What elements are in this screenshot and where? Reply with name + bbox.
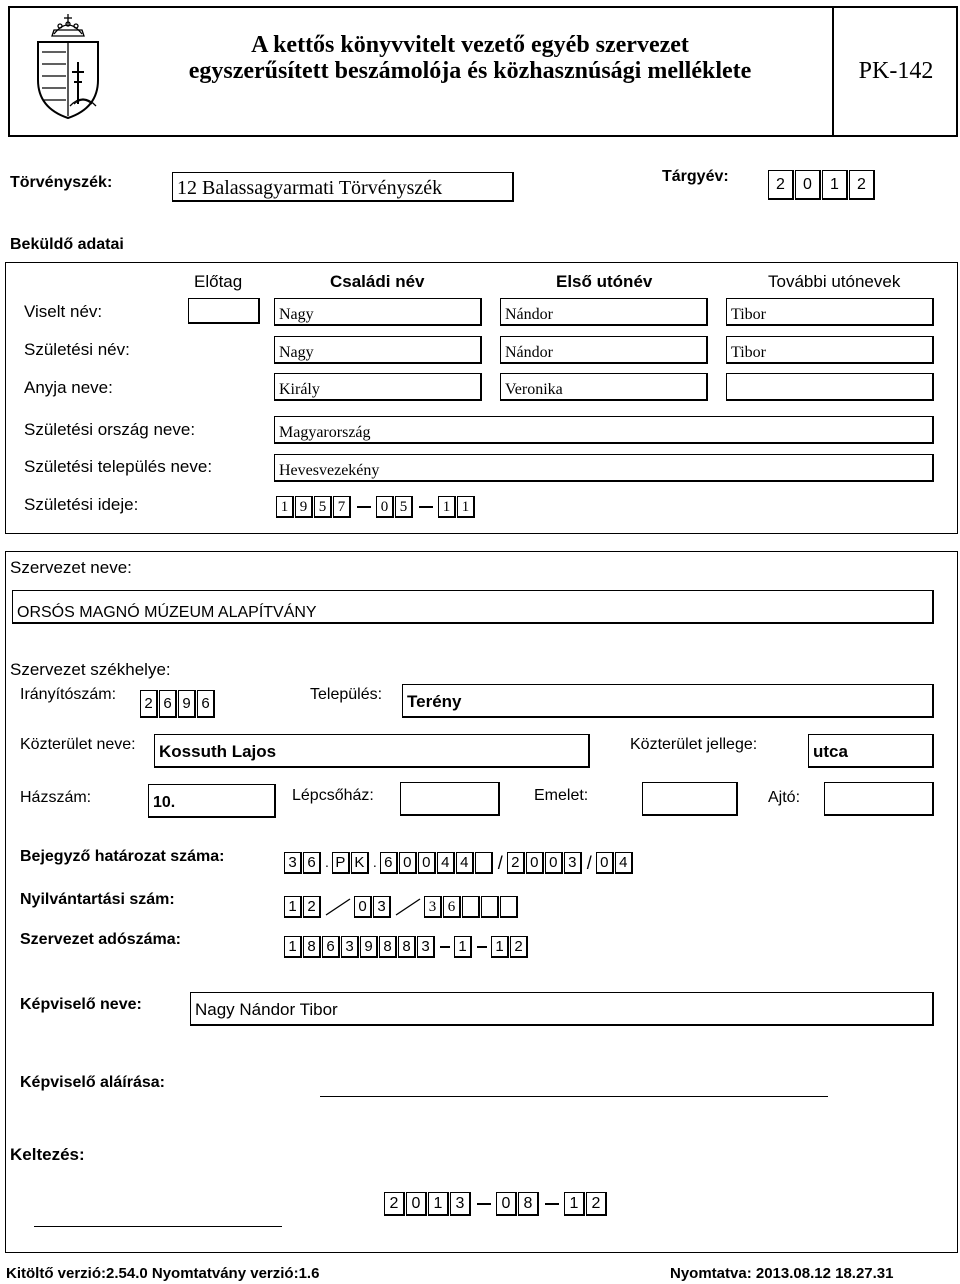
house-number-field[interactable]: 10. bbox=[148, 784, 276, 818]
representative-name-label: Képviselő neve: bbox=[20, 996, 142, 1013]
form-title-line2: egyszerűsített beszámolója és közhasznúsági melléklete bbox=[188, 58, 752, 84]
used-name-prefix-field[interactable] bbox=[188, 298, 260, 324]
tax-cell[interactable]: 9 bbox=[360, 936, 378, 958]
decision-cell[interactable]: 4 bbox=[437, 852, 455, 874]
crest-icon bbox=[30, 12, 106, 122]
dot-separator: . bbox=[372, 854, 377, 870]
decision-cell[interactable]: 3 bbox=[564, 852, 582, 874]
dating-month-cell[interactable]: 0 bbox=[496, 1192, 517, 1216]
registry-cell[interactable]: 2 bbox=[303, 896, 321, 918]
decision-cell[interactable]: 0 bbox=[526, 852, 544, 874]
tax-cell[interactable]: 8 bbox=[398, 936, 416, 958]
registry-cell[interactable] bbox=[462, 896, 480, 918]
tax-cell[interactable]: 3 bbox=[417, 936, 435, 958]
decision-cell[interactable]: 2 bbox=[507, 852, 525, 874]
signature-label: Képviselő aláírása: bbox=[20, 1074, 165, 1091]
house-number-label: Házszám: bbox=[20, 789, 92, 806]
tax-number-label: Szervezet adószáma: bbox=[20, 931, 181, 948]
dating-month-cell[interactable]: 8 bbox=[518, 1192, 539, 1216]
footer-versions: Kitöltő verzió:2.54.0 Nyomtatvány verzió:1.6 bbox=[6, 1265, 320, 1282]
decision-cell[interactable]: 6 bbox=[303, 852, 321, 874]
registry-cell[interactable]: 3 bbox=[424, 896, 442, 918]
org-name-label: Szervezet neve: bbox=[10, 558, 132, 577]
form-code: PK-142 bbox=[858, 58, 934, 84]
col-first-header: Első utónév bbox=[556, 272, 653, 291]
registry-cell[interactable]: 3 bbox=[373, 896, 391, 918]
registry-cell[interactable]: 0 bbox=[354, 896, 372, 918]
footer-printed: Nyomtatva: 2013.08.12 18.27.31 bbox=[670, 1265, 894, 1282]
birth-day-cell[interactable]: 1 bbox=[457, 496, 475, 518]
decision-cell[interactable]: 0 bbox=[418, 852, 436, 874]
court-label: Törvényszék: bbox=[10, 174, 113, 191]
street-type-label: Közterület jellege: bbox=[630, 736, 758, 753]
decision-cell[interactable]: 4 bbox=[456, 852, 474, 874]
city-field[interactable]: Terény bbox=[402, 684, 934, 718]
birth-country-label: Születési ország neve: bbox=[24, 420, 196, 439]
slash-separator: / bbox=[586, 852, 592, 873]
dating-day-cell[interactable]: 1 bbox=[564, 1192, 585, 1216]
org-name-field[interactable]: ORSÓS MAGNÓ MÚZEUM ALAPÍTVÁNY bbox=[12, 590, 934, 624]
tax-cell[interactable]: 1 bbox=[284, 936, 302, 958]
used-name-other-field[interactable]: Tibor bbox=[726, 298, 934, 326]
representative-name-field[interactable]: Nagy Nándor Tibor bbox=[190, 992, 934, 1026]
floor-label: Emelet: bbox=[534, 787, 589, 804]
registry-cell[interactable]: 6 bbox=[443, 896, 461, 918]
tax-cell[interactable]: 6 bbox=[322, 936, 340, 958]
decision-cell[interactable]: 3 bbox=[284, 852, 302, 874]
zip-digit-cell[interactable]: 2 bbox=[140, 690, 158, 718]
registry-number-label: Nyilvántartási szám: bbox=[20, 891, 175, 908]
decision-cell[interactable]: 0 bbox=[596, 852, 614, 874]
dating-label: Keltezés: bbox=[10, 1145, 85, 1164]
zip-cells bbox=[140, 690, 216, 718]
registry-cell[interactable] bbox=[481, 896, 499, 918]
birth-name-label: Születési név: bbox=[24, 340, 130, 359]
stair-label: Lépcsőház: bbox=[292, 787, 374, 804]
decision-cell[interactable]: 4 bbox=[615, 852, 633, 874]
tax-cell[interactable]: 2 bbox=[510, 936, 528, 958]
birth-name-family-field[interactable]: Nagy bbox=[274, 336, 482, 364]
tax-cell[interactable]: 3 bbox=[341, 936, 359, 958]
diagonal-separator bbox=[325, 898, 351, 916]
dating-year-cell[interactable]: 3 bbox=[450, 1192, 471, 1216]
decision-cell[interactable]: 0 bbox=[545, 852, 563, 874]
used-name-family-field[interactable]: Nagy bbox=[274, 298, 482, 326]
date-separator bbox=[545, 1203, 559, 1205]
tax-separator bbox=[440, 946, 450, 948]
birth-place-label: Születési település neve: bbox=[24, 457, 213, 476]
date-separator bbox=[357, 506, 371, 508]
place-line bbox=[34, 1226, 282, 1227]
col-prefix-header: Előtag bbox=[194, 272, 243, 291]
birth-place-field[interactable]: Hevesvezekény bbox=[274, 454, 934, 482]
date-separator bbox=[419, 506, 433, 508]
zip-digit-cell[interactable]: 9 bbox=[178, 690, 196, 718]
floor-field[interactable] bbox=[642, 782, 738, 816]
birth-country-field[interactable]: Magyarország bbox=[274, 416, 934, 444]
tax-cell[interactable]: 1 bbox=[454, 936, 472, 958]
mother-name-family-field[interactable]: Király bbox=[274, 373, 482, 401]
zip-digit-cell[interactable]: 6 bbox=[159, 690, 177, 718]
subject-year-label: Tárgyév: bbox=[662, 168, 729, 185]
street-type-field[interactable]: utca bbox=[808, 734, 934, 768]
year-digit-cell[interactable]: 2 bbox=[849, 170, 875, 200]
dating-year-cell[interactable]: 2 bbox=[384, 1192, 405, 1216]
used-name-first-field[interactable]: Nándor bbox=[500, 298, 708, 326]
zip-digit-cell[interactable]: 6 bbox=[197, 690, 215, 718]
decision-number-label: Bejegyző határozat száma: bbox=[20, 848, 225, 865]
col-other-header: További utónevek bbox=[768, 272, 901, 291]
registry-cell[interactable] bbox=[500, 896, 518, 918]
registry-number-cells bbox=[284, 896, 519, 918]
birth-year-cell[interactable]: 9 bbox=[295, 496, 313, 518]
dating-year-cell[interactable]: 0 bbox=[406, 1192, 427, 1216]
tax-separator bbox=[477, 946, 487, 948]
date-separator bbox=[477, 1203, 491, 1205]
year-digit-cell[interactable]: 2 bbox=[768, 170, 794, 200]
birth-month-cell[interactable]: 5 bbox=[395, 496, 413, 518]
used-name-label: Viselt név: bbox=[24, 302, 103, 321]
birth-month-cell[interactable]: 0 bbox=[376, 496, 394, 518]
dating-day-cell[interactable]: 2 bbox=[586, 1192, 607, 1216]
birth-year-cell[interactable]: 5 bbox=[314, 496, 332, 518]
decision-cell[interactable]: P bbox=[332, 852, 350, 874]
registry-cell[interactable]: 1 bbox=[284, 896, 302, 918]
mother-name-first-field[interactable]: Veronika bbox=[500, 373, 708, 401]
street-field[interactable]: Kossuth Lajos bbox=[154, 734, 590, 768]
diagonal-separator bbox=[395, 898, 421, 916]
city-label: Település: bbox=[310, 686, 383, 703]
decision-cell[interactable]: K bbox=[351, 852, 369, 874]
signature-line bbox=[320, 1096, 828, 1097]
street-label: Közterület neve: bbox=[20, 736, 136, 753]
stair-field[interactable] bbox=[400, 782, 500, 816]
birth-year-cell[interactable]: 7 bbox=[333, 496, 351, 518]
year-digit-cell[interactable]: 1 bbox=[822, 170, 848, 200]
col-family-header: Családi név bbox=[330, 272, 425, 291]
birth-day-cell[interactable]: 1 bbox=[438, 496, 456, 518]
birth-date-cells bbox=[276, 496, 476, 518]
decision-cell[interactable]: 0 bbox=[399, 852, 417, 874]
dating-cells bbox=[384, 1192, 608, 1216]
court-field[interactable]: 12 Balassagyarmati Törvényszék bbox=[172, 172, 514, 202]
decision-cell[interactable]: 6 bbox=[380, 852, 398, 874]
tax-cell[interactable]: 1 bbox=[491, 936, 509, 958]
birth-name-first-field[interactable]: Nándor bbox=[500, 336, 708, 364]
birth-date-label: Születési ideje: bbox=[24, 495, 139, 514]
mother-name-other-field[interactable] bbox=[726, 373, 934, 401]
sender-section-label: Beküldő adatai bbox=[10, 236, 124, 253]
birth-name-other-field[interactable]: Tibor bbox=[726, 336, 934, 364]
zip-label: Irányítószám: bbox=[20, 686, 117, 703]
dot-separator: . bbox=[325, 854, 329, 870]
tax-number-cells bbox=[284, 936, 529, 958]
dating-year-cell[interactable]: 1 bbox=[428, 1192, 449, 1216]
mother-name-label: Anyja neve: bbox=[24, 378, 113, 397]
decision-cell[interactable] bbox=[475, 852, 493, 874]
slash-separator: / bbox=[497, 852, 503, 873]
subject-year-cells bbox=[768, 170, 876, 200]
year-digit-cell[interactable]: 0 bbox=[795, 170, 821, 200]
tax-cell[interactable]: 8 bbox=[379, 936, 397, 958]
header-divider bbox=[832, 8, 834, 135]
tax-cell[interactable]: 8 bbox=[303, 936, 321, 958]
decision-number-cells bbox=[284, 852, 634, 874]
door-field[interactable] bbox=[824, 782, 934, 816]
birth-year-cell[interactable]: 1 bbox=[276, 496, 294, 518]
form-title-line1: A kettős könyvvitelt vezető egyéb szervezet bbox=[251, 32, 689, 58]
door-label: Ajtó: bbox=[768, 789, 801, 806]
org-seat-label: Szervezet székhelye: bbox=[10, 660, 171, 679]
